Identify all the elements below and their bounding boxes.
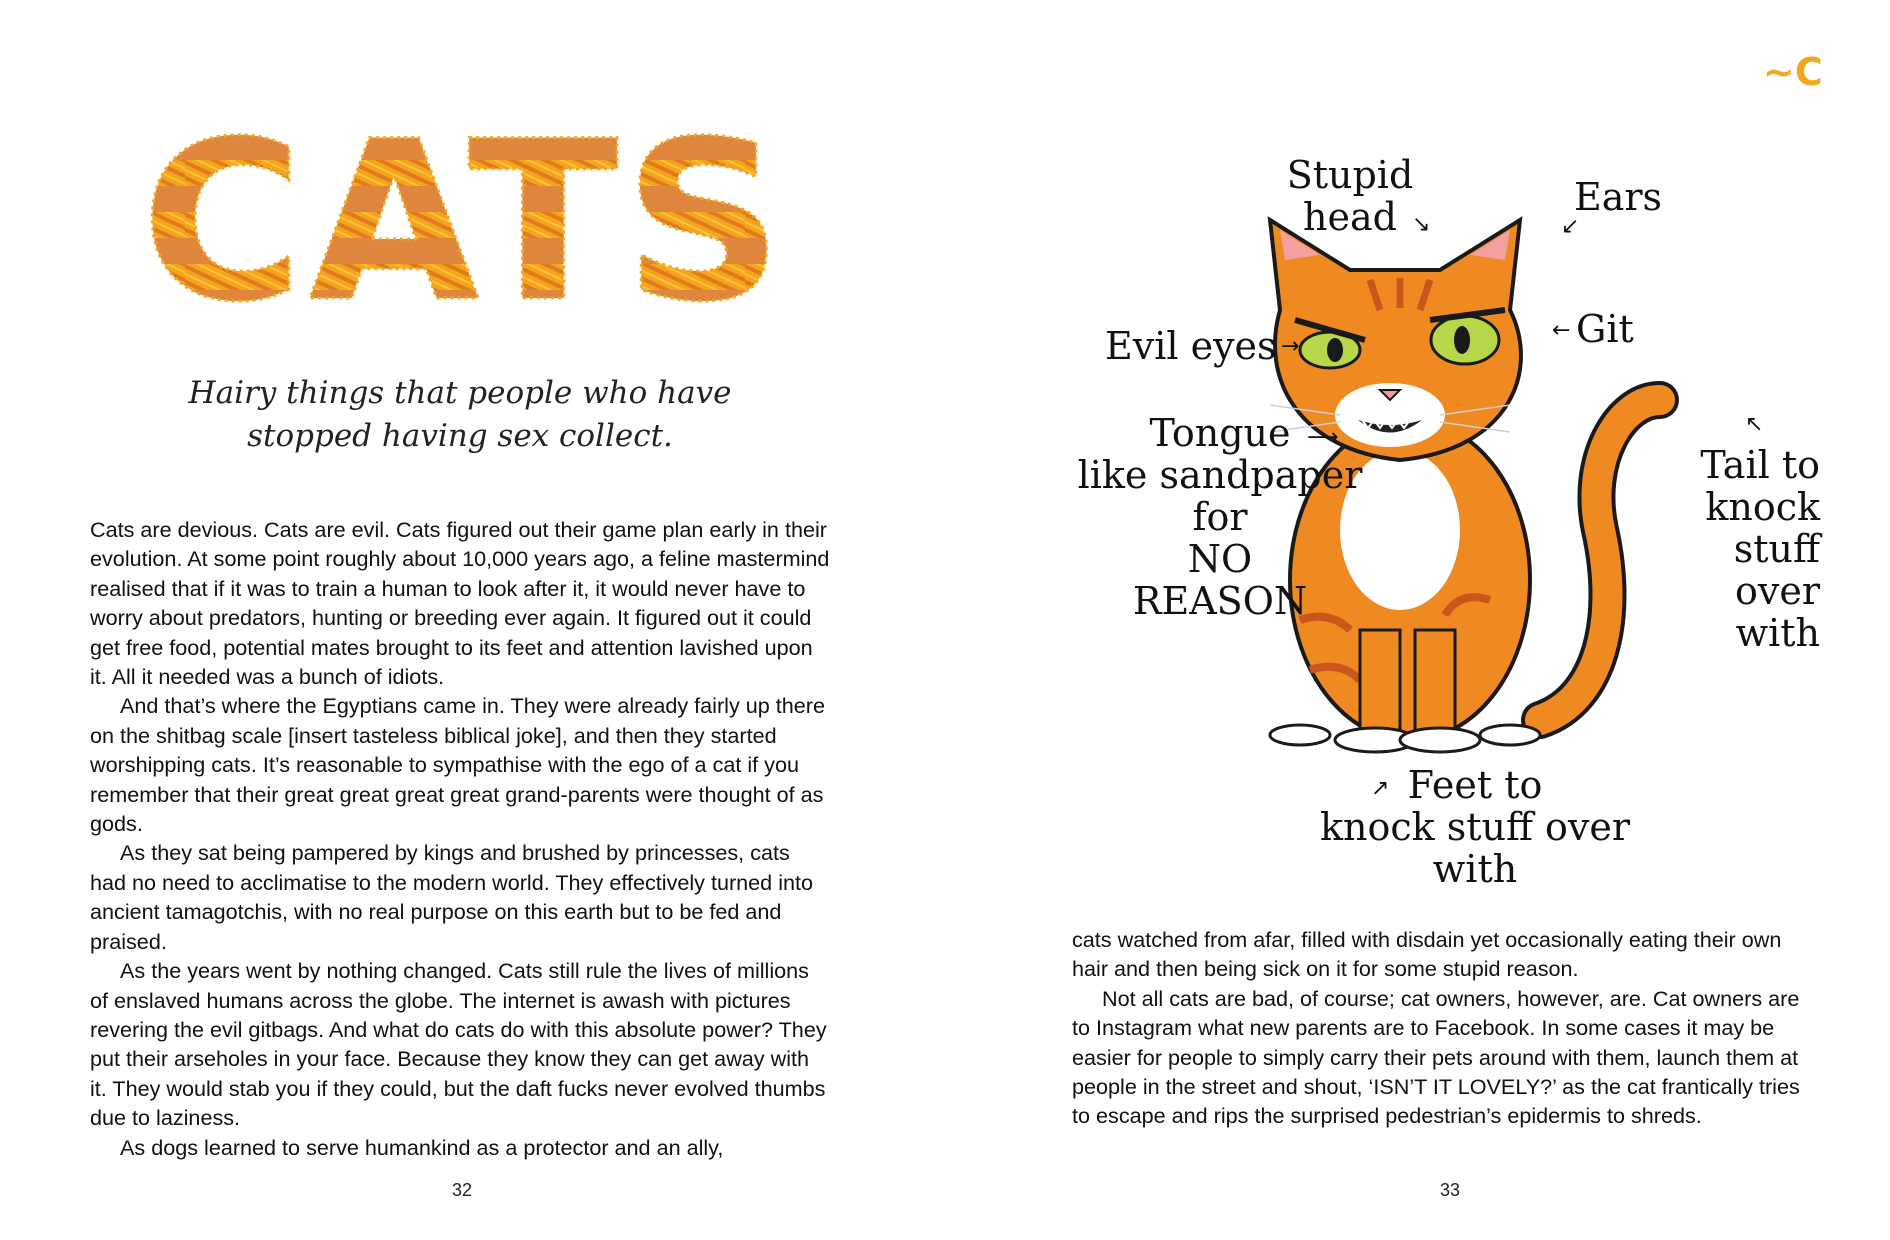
title-text: CATS [141,94,789,350]
furry-title-graphic [141,94,789,350]
label-tail [1690,444,1820,654]
label-line: stuff [1733,527,1820,571]
label-evil-eyes: Evil eyes [1105,324,1277,368]
paragraph: Not all cats are bad, of course; cat owners, however, are. Cat owners are to Instagram what new parents are to Facebook. In some cases it may be easier for people to simply carry their pets around with them, launch them at people in the street and shout, ‘ISN’T IT LOVELY?’ as the cat frantically tries to escape and rips the surprised pedestrian’s epidermis to shreds. [1072,985,1800,1129]
label-line: Tongue [1149,411,1291,455]
label-ears: Ears [1574,175,1663,219]
arrow-icon: ↙ [1561,214,1580,239]
page-number-right: 33 [1440,1180,1461,1200]
paragraph: As the years went by nothing changed. Cats still rule the lives of millions of enslaved humans across the globe. The internet is awash with pictures revering the evil gitbags. And what do cats do with this absolute power? They put their arseholes in your face. Because they know they can get away with it. They would stab you if they could, but the daft fucks never evolved thumbs due to laziness. [90,958,827,1131]
label-line: like sandpaper [1077,453,1363,497]
arrow-icon: → [1281,334,1300,359]
label-line: head [1303,195,1397,239]
label-line: with [1432,847,1518,891]
arrow-icon: ⟶ [1307,425,1339,450]
subtitle-line-1: Hairy things that people who have [188,375,732,411]
paragraph: cats watched from afar, filled with disdain yet occasionally eating their own hair and then being sick on it for some stupid reason. [1072,927,1782,982]
arrow-icon: ↗ [1371,776,1390,801]
paragraph: As they sat being pampered by kings and brushed by princesses, cats had no need to acclimatise to the modern world. They effectively turned into ancient tamagotchis, with no real purpose on this earth but to be fed and praised. [90,840,814,954]
left-body-text [90,515,830,1162]
label-line: NO [1187,537,1253,581]
label-line: Tail to [1700,443,1820,487]
paragraph: As dogs learned to serve humankind as a protector and an ally, [120,1134,724,1160]
label-line: knock stuff over [1319,805,1631,849]
subtitle-line-2: stopped having sex collect. [247,418,673,454]
label-line: Feet to [1407,763,1543,807]
arrow-icon: ↘ [1412,212,1431,237]
paragraph: Cats are devious. Cats are evil. Cats figured out their game plan early in their evolution. At some point roughly about 10,000 years ago, a feline mastermind realised that if it was to train a human to look after it, it would never have to worry about predators, hunting or breeding ever again. It figured out it could get free food, potential mates brought to its feet and attention lavished upon it. All it needed was a bunch of idiots. [90,517,830,690]
page-number-left: 32 [452,1180,473,1200]
title-cats [141,94,789,350]
label-feet [1305,764,1645,890]
arrow-icon: ← [1552,318,1571,343]
label-line: REASON [1132,579,1308,623]
label-git: Git [1576,307,1634,351]
arrow-icon: ↖ [1745,412,1764,437]
paragraph: And that’s where the Egyptians came in. They were already fairly up there on the shitbag scale [insert tasteless biblical joke], and then they started worshipping cats. It’s reasonable to sympathise with the ego of a cat if you remember that their great great great great grand-parents were thought of as gods. [90,693,825,837]
right-body-text [1072,925,1822,1131]
label-line: for [1192,495,1248,539]
label-line: knock [1705,485,1820,529]
label-line: with [1735,611,1820,655]
label-line: Stupid [1286,153,1414,197]
chapter-marker: ~C [1763,50,1823,94]
subtitle [130,372,790,458]
label-line: over [1735,569,1820,613]
